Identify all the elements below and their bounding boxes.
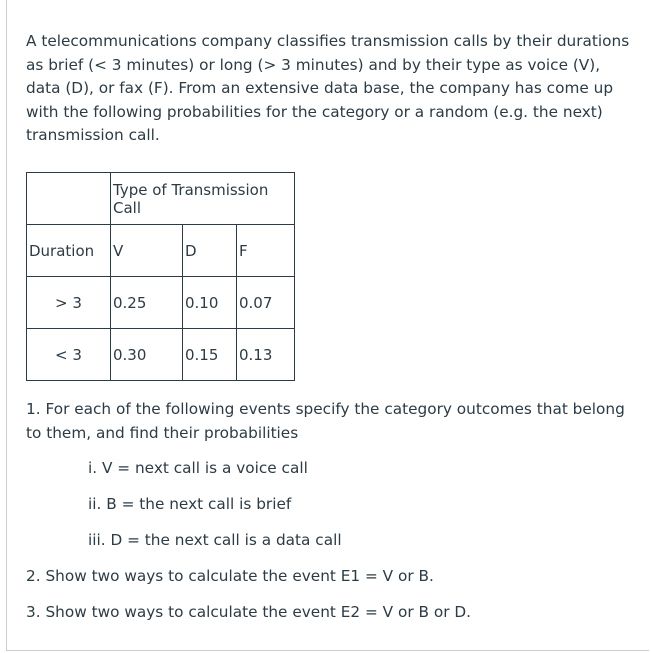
question-1-item-iii: iii. D = the next call is a data call (88, 531, 342, 549)
problem-intro: A telecommunications company classifies transmission calls by their durations as brief (< 3 minutes) or long (> 3 minutes) and by their type as voice (V), data (D), or fax (F). From an extensive data base, the company has come up with the following probabilities for the category or a random (e.g. the next) transmission call. (26, 32, 630, 145)
row-label-brief: < 3 (27, 329, 111, 381)
cell-brief-f: 0.13 (237, 329, 295, 381)
row-label-long: > 3 (27, 277, 111, 329)
cell-brief-v: 0.30 (111, 329, 183, 381)
question-3: 3. Show two ways to calculate the event E2 = V or B or D. (26, 603, 472, 621)
duration-label-cell: Duration (27, 225, 111, 277)
question-1-item-i: i. V = next call is a voice call (88, 459, 308, 477)
table-row (27, 329, 295, 381)
table-row (27, 277, 295, 329)
column-header-d: D (183, 225, 237, 277)
question-1-item-ii: ii. B = the next call is brief (88, 495, 292, 513)
column-header-f: F (237, 225, 295, 277)
table-column-row (27, 225, 295, 277)
type-header-cell: Type of Transmission Call (111, 173, 295, 225)
cell-brief-d: 0.15 (183, 329, 237, 381)
question-2: 2. Show two ways to calculate the event E1 = V or B. (26, 567, 434, 585)
cell-long-v: 0.25 (111, 277, 183, 329)
table-corner-cell (27, 173, 111, 225)
column-header-v: V (111, 225, 183, 277)
cell-long-d: 0.10 (183, 277, 237, 329)
question-1: 1. For each of the following events specify the category outcomes that belong to them, and find their probabilities (26, 400, 625, 442)
table-header-row (27, 173, 295, 225)
cell-long-f: 0.07 (237, 277, 295, 329)
probability-table (26, 172, 295, 381)
